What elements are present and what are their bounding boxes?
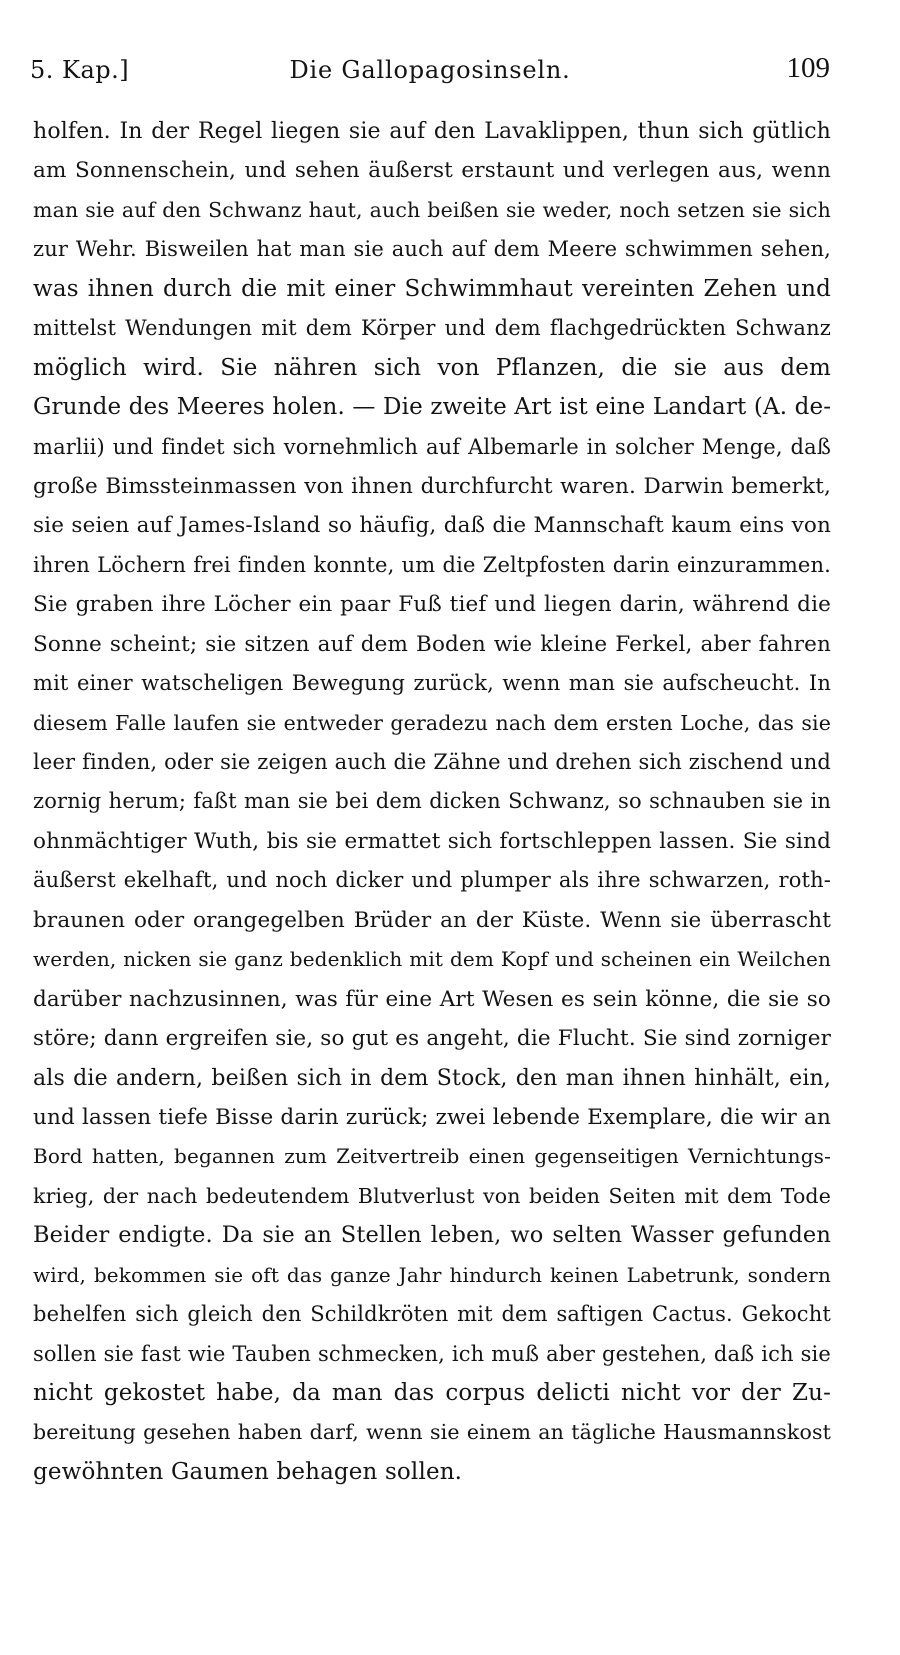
text-line: äußerst ekelhaft, und noch dicker und plumper als ihre schwarzen, roth- [33,868,831,893]
text-line: holfen. In der Regel liegen sie auf den Lavaklippen, thun sich gütlich [33,119,831,144]
text-line: Sonne scheint; sie sitzen auf dem Boden wie kleine Ferkel, aber fahren [33,631,831,657]
text-line: werden, nicken sie ganz bedenklich mit dem Kopf und scheinen ein Weilchen [33,947,831,972]
text-line: man sie auf den Schwanz haut, auch beißen sie weder, noch setzen sie sich [33,197,831,222]
text-line: sie seien auf James-Island so häufig, daß die Mannschaft kaum eins von [33,513,831,539]
text-line: gewöhnten Gaumen behagen sollen. [33,1458,463,1485]
chapter-label: 5. Kap.] [30,56,130,84]
text-line: nicht gekostet habe, da man das corpus delicti nicht vor der Zu- [33,1380,831,1406]
text-line: Grunde des Meeres holen. — Die zweite Art ist eine Landart (A. de- [33,394,831,421]
text-line: darüber nachzusinnen, was für eine Art Wesen es sein könne, die sie so [33,986,831,1012]
text-line: marlii) und findet sich vornehmlich auf Albemarle in solcher Menge, daß [33,434,831,459]
running-head [30,52,830,92]
text-line: störe; dann ergreifen sie, so gut es angeht, die Flucht. Sie sind zorniger [33,1026,831,1052]
text-line: diesem Falle laufen sie entweder geradezu nach dem ersten Loche, das sie [33,710,831,735]
text-line: Bord hatten, begannen zum Zeitvertreib einen gegenseitigen Vernichtungs- [33,1144,831,1169]
text-line: mittelst Wendungen mit dem Körper und dem flachgedrückten Schwanz [33,316,831,341]
body-text [33,112,831,1492]
text-line: braunen oder orangegelben Brüder an der Küste. Wenn sie überrascht [33,907,831,933]
text-line: behelfen sich gleich den Schildkröten mit dem saftigen Cactus. Gekocht [33,1302,831,1327]
text-line: sollen sie fast wie Tauben schmecken, ich muß aber gestehen, daß ich sie [33,1341,831,1366]
text-line: zornig herum; faßt man sie bei dem dicken Schwanz, so schnauben sie in [33,789,831,814]
text-line: am Sonnenschein, und sehen äußerst erstaunt und verlegen aus, wenn [33,158,831,184]
text-line: und lassen tiefe Bisse darin zurück; zwei lebende Exemplare, die wir an [33,1104,831,1130]
text-line: als die andern, beißen sich in dem Stock, den man ihnen hinhält, ein, [33,1065,831,1091]
page-title: Die Gallopagosinseln. [289,56,571,84]
text-line: wird, bekommen sie oft das ganze Jahr hindurch keinen Labetrunk, sondern [33,1262,831,1287]
text-line: krieg, der nach bedeutendem Blutverlust von beiden Seiten mit dem Tode [33,1183,831,1208]
text-line: leer finden, oder sie zeigen auch die Zähne und drehen sich zischend und [33,750,831,774]
page-number: 109 [786,52,830,84]
text-line: bereitung gesehen haben darf, wenn sie einem an tägliche Hausmannskost [33,1420,831,1445]
text-line: ohnmächtiger Wuth, bis sie ermattet sich fortschleppen lassen. Sie sind [33,828,831,854]
text-line: zur Wehr. Bisweilen hat man sie auch auf dem Meere schwimmen sehen, [33,237,831,262]
text-line: große Bimssteinmassen von ihnen durchfurcht waren. Darwin bemerkt, [33,473,831,499]
text-line: Beider endigte. Da sie an Stellen leben, wo selten Wasser gefunden [33,1222,831,1249]
text-line: mit einer watscheligen Bewegung zurück, wenn man sie aufscheucht. In [33,671,831,696]
text-line: was ihnen durch die mit einer Schwimmhaut vereinten Zehen und [33,275,831,302]
text-line: ihren Löchern frei finden konnte, um die Zeltpfosten darin einzurammen. [33,552,831,577]
text-line: möglich wird. Sie nähren sich von Pflanzen, die sie aus dem [33,354,831,381]
text-line: Sie graben ihre Löcher ein paar Fuß tief und liegen darin, während die [33,592,831,618]
